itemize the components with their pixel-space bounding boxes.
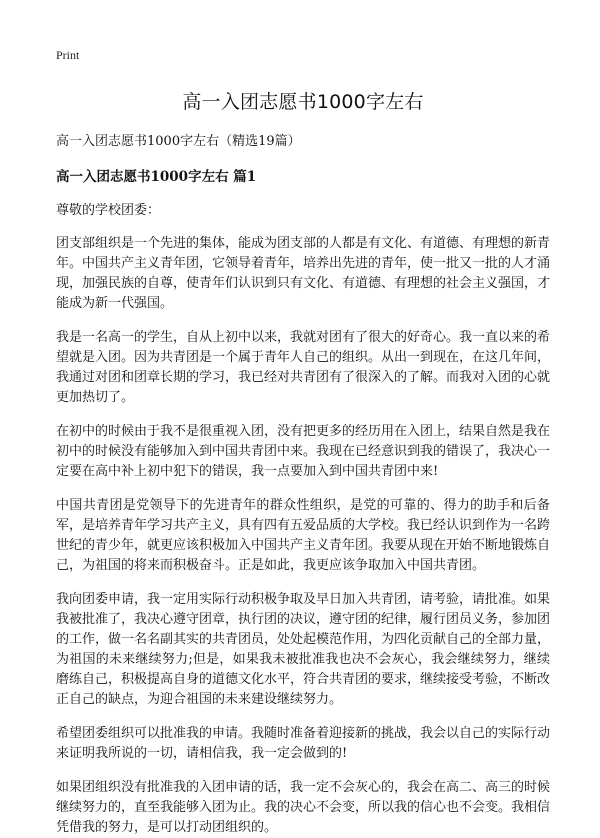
paragraph: 如果团组织没有批准我的入团申请的话，我一定不会灰心的，我会在高二、高三的时候继续努力的，直至我能够入团为止。我的决心不会变，所以我的信心也不会变。我相信凭借我的努力，是可以打动团组织的。 — [56, 780, 551, 835]
salutation: 尊敬的学校团委： — [56, 203, 161, 218]
print-link[interactable]: Print — [56, 48, 80, 62]
paragraph: 我向团委申请，我一定用实际行动积极争取及早日加入共青团，请考验，请批准。如果我被批准了，我决心遵守团章，执行团的决议，遵守团的纪律，履行团员义务，参加团的工作，做一名名副其实的共青团员，处处起模范作用，为四化贡献自己的全部力量，为祖国的未来继续努力;但是，如果我未被批准我也决不会灰心，我会继续努力，继续磨练自己，积极提高自身的道德文化水平，符合共青团的要求，继续接受考验，不断改正自己的缺点，为迎合祖国的未来建设继续努力。 — [56, 592, 551, 707]
section-heading: 高一入团志愿书1000字左右 篇1 — [56, 169, 257, 185]
paragraph: 在初中的时候由于我不是很重视入团，没有把更多的经历用在入团上，结果自然是我在初中的时候没有能够加入到中国共青团中来。我现在已经意识到我的错误了，我决心一定要在高中补上初中犯下的错误，我一点要加入到中国共青团中来! — [56, 424, 551, 479]
document-subtitle: 高一入团志愿书1000字左右（精选19篇） — [56, 134, 301, 149]
paragraph: 中国共青团是党领导下的先进青年的群众性组织，是党的可靠的、得力的助手和后备军，是培养青年学习共产主义，具有四有五爱品质的大学校。我已经认识到作为一名跨世纪的青少年，就更应该积极加入中国共产主义青年团。我要从现在开始不断地锻炼自己，为祖国的将来而积极奋斗。正是如此，我更应该争取加入中国共青团。 — [56, 498, 551, 573]
paragraph: 团支部组织是一个先进的集体，能成为团支部的人都是有文化、有道德、有理想的新青年。中国共产主义青年团，它领导着青年，培养出先进的青年，使一批又一批的人才涌现，加强民族的自尊，使青年们认识到只有文化、有道德、有理想的社会主义强国，才能成为新一代强国。 — [56, 236, 551, 311]
paragraph: 我是一名高一的学生，自从上初中以来，我就对团有了很大的好奇心。我一直以来的希望就是入团。因为共青团是一个属于青年人自己的组织。从出一到现在，在这几年间，我通过对团和团章长期的学习，我已经对共青团有了很深入的了解。而我对入团的心就更加热切了。 — [56, 330, 551, 405]
paragraph: 希望团委组织可以批准我的申请。我随时准备着迎接新的挑战，我会以自己的实际行动来证明我所说的一切，请相信我，我一定会做到的! — [56, 726, 551, 761]
document-title: 高一入团志愿书1000字左右 — [182, 91, 424, 113]
